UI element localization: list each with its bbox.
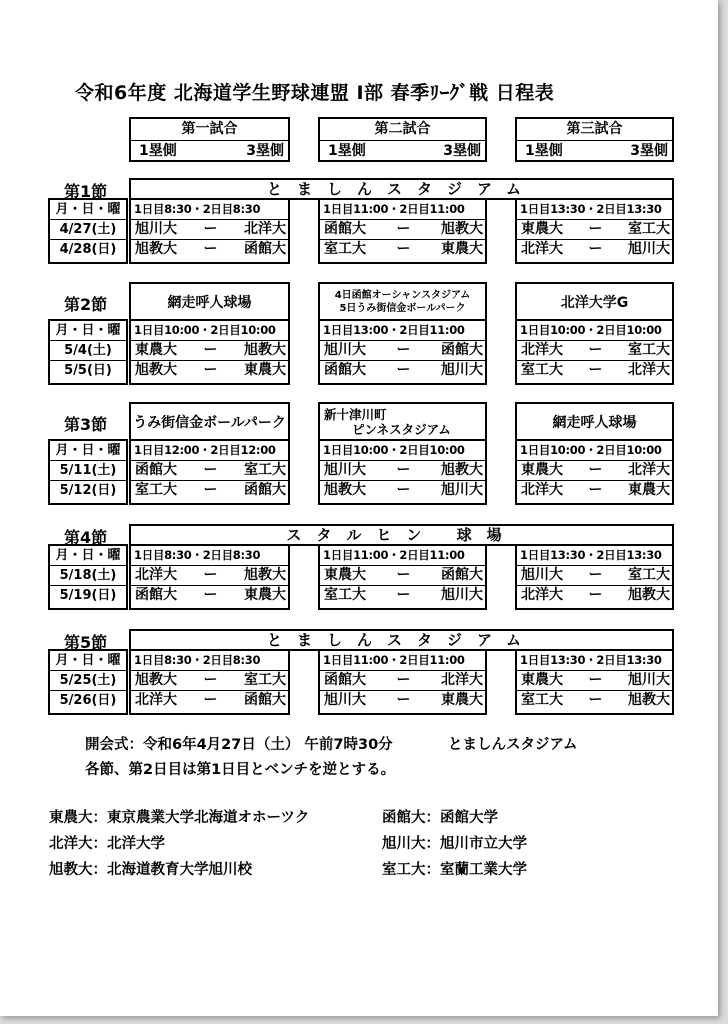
versus-dash: ー <box>396 567 411 583</box>
versus-dash: ー <box>396 362 411 378</box>
third-base-team: 旭教大 <box>628 587 670 603</box>
first-base-team: 旭教大 <box>135 362 177 378</box>
first-base-team: 函館大 <box>324 221 366 237</box>
third-base-team: 旭教大 <box>244 342 286 358</box>
section-2-game-3 <box>515 319 674 385</box>
section-2-game-2-day1-matchup <box>320 341 485 361</box>
first-base-team: 北洋大 <box>521 342 563 358</box>
section-5-game-3-day2-matchup <box>517 691 672 711</box>
section-2-label: 第2節 <box>64 295 108 314</box>
header-game3 <box>515 117 674 162</box>
section-3-game-2-day2-matchup <box>320 481 485 501</box>
first-base-team: 室工大 <box>521 692 563 708</box>
abbr-muroran: 室工大：室蘭工業大学 <box>382 862 527 878</box>
section-2-game-2-day2-matchup <box>320 361 485 381</box>
section-2-game-1 <box>129 319 290 385</box>
third-base-team: 函館大 <box>441 342 483 358</box>
first-base-team: 旭川大 <box>324 342 366 358</box>
versus-dash: ー <box>203 587 218 603</box>
section-3-label: 第3節 <box>64 415 108 434</box>
first-base-team: 東農大 <box>521 462 563 478</box>
section-4-game-2-day1-matchup <box>320 566 485 586</box>
section-3-game-3-day1-matchup <box>517 461 672 481</box>
section-1-game-2 <box>318 198 487 264</box>
day-of-week-header: 月・日・曜 <box>50 321 126 341</box>
third-base-team: 旭川大 <box>628 241 670 257</box>
header-game2-first-base: 1塁側 <box>328 143 366 159</box>
first-base-team: 旭川大 <box>324 692 366 708</box>
versus-dash: ー <box>396 587 411 603</box>
day-of-week-header: 月・日・曜 <box>50 546 126 566</box>
section-4-game-3-day2-matchup <box>517 586 672 606</box>
section-1-label: 第1節 <box>64 182 108 201</box>
versus-dash: ー <box>588 241 603 257</box>
first-base-team: 室工大 <box>324 587 366 603</box>
versus-dash: ー <box>588 362 603 378</box>
section-1-venue: とましんスタジアム <box>129 178 674 200</box>
abbr-hakodate: 函館大：函館大学 <box>382 810 498 826</box>
section-2-game-3-time: 1日目10:00・2日目10:00 <box>517 321 672 341</box>
section-2-game-3-day1-matchup <box>517 341 672 361</box>
third-base-team: 旭教大 <box>441 221 483 237</box>
first-base-team: 東農大 <box>521 672 563 688</box>
section-1-game-2-day1-matchup <box>320 220 485 240</box>
section-1-date-column <box>48 198 128 264</box>
section-4-game-3-day1-matchup <box>517 566 672 586</box>
header-game3-third-base: 3塁側 <box>630 143 668 159</box>
section-1-date-2: 4/28(日) <box>59 242 117 257</box>
first-base-team: 函館大 <box>324 672 366 688</box>
section-5-game-1 <box>129 649 290 715</box>
section-3-venue-3-line-1: 網走呼人球場 <box>552 414 637 431</box>
section-5-label: 第5節 <box>64 633 108 652</box>
versus-dash: ー <box>396 482 411 498</box>
versus-dash: ー <box>396 221 411 237</box>
section-1-game-3 <box>515 198 674 264</box>
section-2-date-1: 5/4(土) <box>50 341 126 361</box>
third-base-team: 旭川大 <box>441 482 483 498</box>
section-1-game-3-day1-matchup <box>517 220 672 240</box>
section-3-game-2-day1-matchup <box>320 461 485 481</box>
first-base-team: 北洋大 <box>521 587 563 603</box>
versus-dash: ー <box>203 241 218 257</box>
header-game1-first-base: 1塁側 <box>139 143 177 159</box>
section-3-game-3-time: 1日目10:00・2日目10:00 <box>517 441 672 461</box>
versus-dash: ー <box>588 221 603 237</box>
opening-ceremony-note: 開会式：令和6年4月27日（土） 午前7時30分 <box>85 737 393 753</box>
section-2-game-3-day2-matchup <box>517 361 672 381</box>
third-base-team: 室工大 <box>628 342 670 358</box>
section-5-game-2 <box>318 649 487 715</box>
section-2-venue-2 <box>318 282 487 321</box>
section-3-game-1 <box>129 439 290 505</box>
third-base-team: 東農大 <box>244 587 286 603</box>
third-base-team: 室工大 <box>244 462 286 478</box>
first-base-team: 旭川大 <box>521 567 563 583</box>
third-base-team: 旭川大 <box>441 587 483 603</box>
versus-dash: ー <box>396 241 411 257</box>
section-1-game-3-day2-matchup <box>517 240 672 260</box>
section-1-date-1: 4/27(土) <box>50 220 126 240</box>
versus-dash: ー <box>203 221 218 237</box>
first-base-team: 室工大 <box>521 362 563 378</box>
section-2-game-2-time: 1日目13:00・2日目11:00 <box>320 321 485 341</box>
section-4-game-1-day1-matchup <box>131 566 288 586</box>
first-base-team: 旭教大 <box>135 672 177 688</box>
section-5-game-1-time: 1日目8:30・2日目8:30 <box>131 651 288 671</box>
section-5-date-1: 5/25(土) <box>50 671 126 691</box>
section-5-game-3-time: 1日目13:30・2日目13:30 <box>517 651 672 671</box>
section-2-game-2 <box>318 319 487 385</box>
versus-dash: ー <box>588 672 603 688</box>
third-base-team: 旭教大 <box>244 567 286 583</box>
section-4-date-2: 5/19(日) <box>59 588 117 603</box>
page-title: 令和6年度 北海道学生野球連盟 Ⅰ部 春季ﾘｰｸﾞ戦 日程表 <box>75 82 555 104</box>
versus-dash: ー <box>396 342 411 358</box>
section-3-date-column <box>48 439 128 505</box>
first-base-team: 旭教大 <box>324 482 366 498</box>
third-base-team: 旭川大 <box>441 362 483 378</box>
section-2-game-1-time: 1日目10:00・2日目10:00 <box>131 321 288 341</box>
section-4-game-1-day2-matchup <box>131 586 288 606</box>
third-base-team: 室工大 <box>244 672 286 688</box>
header-game1-name: 第一試合 <box>131 119 288 141</box>
section-4-game-1-time: 1日目8:30・2日目8:30 <box>131 546 288 566</box>
third-base-team: 函館大 <box>244 241 286 257</box>
section-2-game-1-day2-matchup <box>131 361 288 381</box>
section-2-venue-2-line-1: 4日函館オーシャンスタジアム <box>334 289 471 301</box>
section-3-game-1-day2-matchup <box>131 481 288 501</box>
versus-dash: ー <box>588 482 603 498</box>
section-4-game-2-day2-matchup <box>320 586 485 606</box>
versus-dash: ー <box>588 462 603 478</box>
section-3-venue-2-line-2: ピンネスタジアム <box>352 421 451 437</box>
section-5-date-2: 5/26(日) <box>59 693 117 708</box>
first-base-team: 室工大 <box>324 241 366 257</box>
versus-dash: ー <box>396 692 411 708</box>
section-5-game-2-time: 1日目11:00・2日目11:00 <box>320 651 485 671</box>
section-3-game-2-time: 1日目10:00・2日目10:00 <box>320 441 485 461</box>
section-1-game-1-day1-matchup <box>131 220 288 240</box>
day-of-week-header: 月・日・曜 <box>50 651 126 671</box>
header-game2-name: 第二試合 <box>320 119 485 141</box>
versus-dash: ー <box>203 342 218 358</box>
third-base-team: 北洋大 <box>628 462 670 478</box>
abbr-tounou: 東農大：東京農業大学北海道オホーツク <box>49 810 310 826</box>
third-base-team: 北洋大 <box>628 362 670 378</box>
section-2-date-2: 5/5(日) <box>64 363 112 378</box>
day-of-week-header: 月・日・曜 <box>50 441 126 461</box>
section-2-venue-3 <box>515 282 674 321</box>
third-base-team: 北洋大 <box>441 672 483 688</box>
first-base-team: 旭川大 <box>135 221 177 237</box>
section-1-game-1 <box>129 198 290 264</box>
section-2-venue-2-line-2: 5日うみ街信金ボールパーク <box>339 302 466 314</box>
header-game1-third-base: 3塁側 <box>246 143 284 159</box>
third-base-team: 函館大 <box>244 692 286 708</box>
abbr-hokuyo: 北洋大：北洋大学 <box>49 836 165 852</box>
versus-dash: ー <box>588 567 603 583</box>
section-4-game-1 <box>129 544 290 610</box>
section-5-game-3 <box>515 649 674 715</box>
first-base-team: 旭川大 <box>324 462 366 478</box>
third-base-team: 函館大 <box>244 482 286 498</box>
day-of-week-header: 月・日・曜 <box>50 200 126 220</box>
section-3-game-3-day2-matchup <box>517 481 672 501</box>
section-3-game-1-day1-matchup <box>131 461 288 481</box>
section-3-venue-3 <box>515 402 674 441</box>
first-base-team: 旭教大 <box>135 241 177 257</box>
section-2-venue-1 <box>129 282 290 321</box>
section-1-game-3-time: 1日目13:30・2日目13:30 <box>517 200 672 220</box>
section-1-game-2-time: 1日目11:00・2日目11:00 <box>320 200 485 220</box>
section-3-venue-2 <box>318 402 487 441</box>
versus-dash: ー <box>396 672 411 688</box>
bench-note: 各節、第2日目は第1日目とベンチを逆とする。 <box>85 762 396 778</box>
third-base-team: 東農大 <box>628 482 670 498</box>
first-base-team: 東農大 <box>135 342 177 358</box>
third-base-team: 旭教大 <box>441 462 483 478</box>
third-base-team: 旭川大 <box>628 672 670 688</box>
abbr-kyodai: 旭教大：北海道教育大学旭川校 <box>49 862 252 878</box>
versus-dash: ー <box>588 587 603 603</box>
section-1-game-1-day2-matchup <box>131 240 288 260</box>
first-base-team: 室工大 <box>135 482 177 498</box>
header-game2 <box>318 117 487 162</box>
section-1-game-2-day2-matchup <box>320 240 485 260</box>
section-3-venue-1 <box>129 402 290 441</box>
section-5-game-2-day1-matchup <box>320 671 485 691</box>
versus-dash: ー <box>203 462 218 478</box>
third-base-team: 東農大 <box>441 692 483 708</box>
third-base-team: 室工大 <box>628 567 670 583</box>
section-3-game-1-time: 1日目12:00・2日目12:00 <box>131 441 288 461</box>
first-base-team: 函館大 <box>135 587 177 603</box>
section-5-game-3-day1-matchup <box>517 671 672 691</box>
versus-dash: ー <box>588 342 603 358</box>
section-1-game-1-time: 1日目8:30・2日目8:30 <box>131 200 288 220</box>
section-4-game-2-time: 1日目11:00・2日目11:00 <box>320 546 485 566</box>
third-base-team: 函館大 <box>441 567 483 583</box>
third-base-team: 室工大 <box>628 221 670 237</box>
versus-dash: ー <box>203 482 218 498</box>
section-5-game-1-day1-matchup <box>131 671 288 691</box>
versus-dash: ー <box>203 362 218 378</box>
first-base-team: 函館大 <box>135 462 177 478</box>
first-base-team: 北洋大 <box>521 482 563 498</box>
header-game2-third-base: 3塁側 <box>443 143 481 159</box>
section-4-game-3-time: 1日目13:30・2日目13:30 <box>517 546 672 566</box>
first-base-team: 北洋大 <box>135 567 177 583</box>
first-base-team: 北洋大 <box>521 241 563 257</box>
versus-dash: ー <box>203 672 218 688</box>
section-5-date-column <box>48 649 128 715</box>
third-base-team: 北洋大 <box>244 221 286 237</box>
versus-dash: ー <box>588 692 603 708</box>
versus-dash: ー <box>396 462 411 478</box>
section-2-venue-1-line-1: 網走呼人球場 <box>167 294 252 311</box>
section-2-game-1-day1-matchup <box>131 341 288 361</box>
section-2-date-column <box>48 319 128 385</box>
section-4-game-3 <box>515 544 674 610</box>
section-3-game-2 <box>318 439 487 505</box>
third-base-team: 東農大 <box>441 241 483 257</box>
section-5-game-2-day2-matchup <box>320 691 485 711</box>
section-3-venue-2-line-1: 新十津川町 <box>324 406 387 422</box>
third-base-team: 東農大 <box>244 362 286 378</box>
third-base-team: 旭教大 <box>628 692 670 708</box>
section-4-venue: スタルヒン 球場 <box>129 524 674 546</box>
section-5-game-1-day2-matchup <box>131 691 288 711</box>
versus-dash: ー <box>203 692 218 708</box>
section-4-game-2 <box>318 544 487 610</box>
header-game1 <box>129 117 290 162</box>
abbr-asahikawa: 旭川大：旭川市立大学 <box>382 836 527 852</box>
first-base-team: 函館大 <box>324 362 366 378</box>
opening-ceremony-venue: とましんスタジアム <box>448 737 578 753</box>
section-4-date-1: 5/18(土) <box>50 566 126 586</box>
section-5-venue: とましんスタジアム <box>129 629 674 651</box>
section-4-label: 第4節 <box>64 528 108 547</box>
section-3-game-3 <box>515 439 674 505</box>
header-game3-first-base: 1塁側 <box>525 143 563 159</box>
first-base-team: 東農大 <box>324 567 366 583</box>
section-3-venue-1-line-1: うみ街信金ボールパーク <box>133 414 286 431</box>
versus-dash: ー <box>203 567 218 583</box>
section-2-venue-3-line-1: 北洋大学G <box>560 294 629 311</box>
section-3-date-2: 5/12(日) <box>59 483 117 498</box>
section-4-date-column <box>48 544 128 610</box>
first-base-team: 北洋大 <box>135 692 177 708</box>
header-game3-name: 第三試合 <box>517 119 672 141</box>
section-3-date-1: 5/11(土) <box>50 461 126 481</box>
first-base-team: 東農大 <box>521 221 563 237</box>
